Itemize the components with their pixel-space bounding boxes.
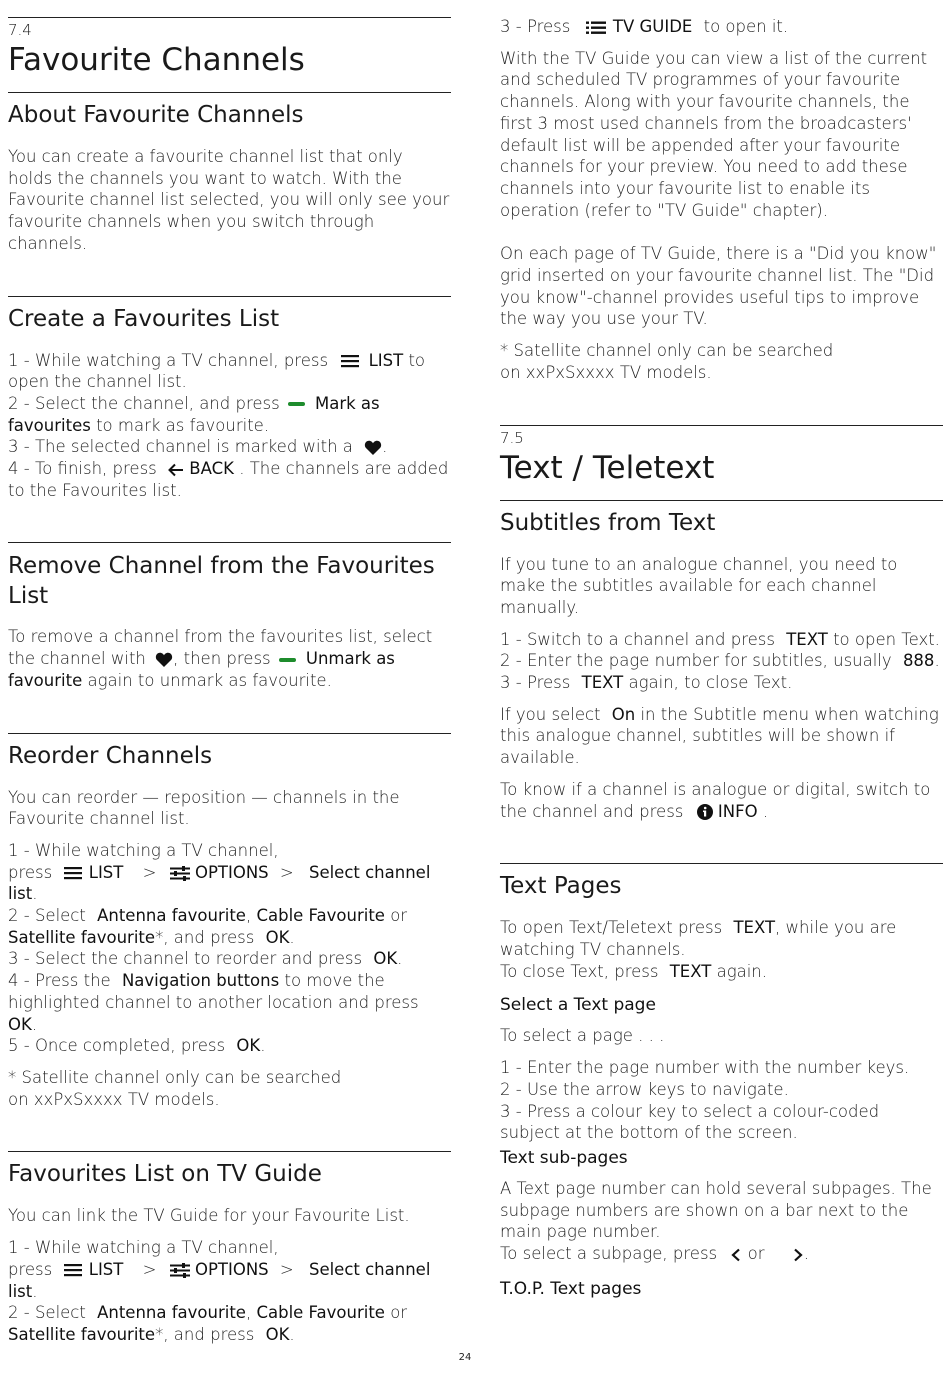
divider	[500, 500, 943, 501]
create-step-4: 4 - To finish, press BACK . The channels are added to the Favourites list.	[8, 459, 449, 500]
guide-step-2: 2 - Select Antenna favourite, Cable Favourite or Satellite favourite*, and press OK.	[8, 1303, 408, 1344]
divider	[8, 733, 451, 734]
heart-icon	[155, 652, 173, 667]
divider	[8, 1151, 451, 1152]
select-page-step-1: 1 - Enter the page number with the number keys.	[500, 1058, 910, 1078]
list-icon	[64, 866, 82, 880]
guide-paragraph-2: On each page of TV Guide, there is a "Did you know" grid inserted on your favourite channel list. The "Did you know"-channel provides useful tips to improve the way you use your TV.	[500, 244, 937, 329]
select-page-intro: To select a page . . .	[500, 1026, 665, 1046]
chevron-left-icon	[730, 1248, 742, 1262]
about-text: You can create a favourite channel list that only holds the channels you want to watch. With the Favourite channel list selected, you will only see your favourite channels when you switch through channels.	[8, 147, 450, 253]
section-number-7-5: 7.5	[500, 428, 524, 447]
reorder-step-2: 2 - Select Antenna favourite, Cable Favourite or Satellite favourite*, and press OK.	[8, 906, 408, 947]
green-key-icon	[288, 402, 305, 406]
sub-pages-text: A Text page number can hold several subpages. The subpage numbers are shown on a bar next to the main page number. To select a subpage, press or .	[500, 1178, 932, 1264]
options-icon	[170, 1263, 190, 1278]
create-step-1: 1 - While watching a TV channel, press LIST to open the channel list.	[8, 350, 426, 392]
heading-top-text-pages: T.O.P. Text pages	[500, 1278, 642, 1299]
options-icon	[170, 866, 190, 881]
right-column	[500, 0, 943, 1300]
divider	[8, 17, 451, 18]
chevron-right-icon	[792, 1248, 804, 1262]
subtitles-info-text: To know if a channel is analogue or digital, switch to the channel and press INFO .	[500, 779, 931, 821]
page-number: 24	[458, 1352, 472, 1363]
divider	[500, 863, 943, 864]
create-step-3: 3 - The selected channel is marked with a .	[8, 437, 388, 457]
divider	[8, 542, 451, 543]
reorder-step-4: 4 - Press the Navigation buttons to move the highlighted channel to another location and press OK.	[8, 971, 419, 1034]
left-column	[8, 0, 451, 1346]
heading-favourites-on-tv-guide: Favourites List on TV Guide	[8, 1161, 322, 1188]
reorder-intro: You can reorder — reposition — channels in the Favourite channel list.	[8, 787, 400, 829]
chapter-title-text-teletext: Text / Teletext	[500, 449, 715, 486]
heart-icon	[364, 440, 382, 455]
heading-text-sub-pages: Text sub-pages	[500, 1147, 628, 1168]
list-icon	[341, 354, 359, 368]
reorder-step-5: 5 - Once completed, press OK.	[8, 1036, 266, 1056]
subtitles-intro: If you tune to an analogue channel, you need to make the subtitles available for each channel manually.	[500, 554, 898, 617]
subtitles-on-text: If you select On in the Subtitle menu when watching this analogue channel, subtitles will be shown if available.	[500, 704, 939, 768]
guide-note: * Satellite channel only can be searched on xxPxSxxxx TV models.	[500, 341, 834, 382]
guide-step-3: 3 - Press TV GUIDE to open it.	[500, 17, 789, 36]
remove-text: To remove a channel from the favourites list, select the channel with , then press Unmark as favourite again to unmark as favourite.	[8, 627, 433, 690]
tv-guide-icon	[586, 21, 606, 35]
info-icon	[697, 804, 713, 820]
reorder-step-3: 3 - Select the channel to reorder and press OK.	[8, 949, 403, 969]
heading-remove-channel: Remove Channel from the Favourites List	[8, 553, 435, 610]
guide-step-1: 1 - While watching a TV channel, press LIST > OPTIONS > Select channel list.	[8, 1238, 431, 1301]
heading-subtitles-from-text: Subtitles from Text	[500, 509, 716, 536]
reorder-step-1: 1 - While watching a TV channel, press LIST > OPTIONS > Select channel list.	[8, 840, 431, 904]
divider	[500, 425, 943, 426]
reorder-note: * Satellite channel only can be searched on xxPxSxxxx TV models.	[8, 1067, 342, 1109]
back-arrow-icon	[168, 463, 184, 477]
heading-create-favourites-list: Create a Favourites List	[8, 305, 280, 332]
guide-intro: You can link the TV Guide for your Favourite List.	[8, 1206, 410, 1226]
heading-select-text-page: Select a Text page	[500, 995, 656, 1016]
subtitles-step-2: 2 - Enter the page number for subtitles, usually 888.	[500, 651, 940, 671]
green-key-icon	[279, 658, 296, 662]
subtitles-step-3: 3 - Press TEXT again, to close Text.	[500, 673, 793, 693]
heading-text-pages: Text Pages	[500, 873, 622, 900]
select-page-step-2: 2 - Use the arrow keys to navigate.	[500, 1079, 789, 1099]
create-step-2: 2 - Select the channel, and press Mark as favourites to mark as favourite.	[8, 393, 380, 435]
heading-reorder-channels: Reorder Channels	[8, 742, 213, 769]
select-page-step-3: 3 - Press a colour key to select a colour-coded subject at the bottom of the screen.	[500, 1101, 880, 1143]
list-icon	[64, 1263, 82, 1277]
chapter-title-favourite-channels: Favourite Channels	[8, 42, 305, 78]
divider	[8, 92, 451, 93]
guide-paragraph-1: With the TV Guide you can view a list of the current and scheduled TV programmes of your favourite channels. Along with your favourite channels, the first 3 most used channels from the broadcasters' default list will be appended after your favourite channels for your preview. You need to add these channels into your favourite list to enable its operation (refer to "TV Guide" chapter).	[500, 48, 928, 220]
subtitles-step-1: 1 - Switch to a channel and press TEXT to open Text.	[500, 629, 940, 649]
divider	[8, 296, 451, 297]
text-pages-open-close: To open Text/Teletext press TEXT, while you are watching TV channels. To close Text, press TEXT again.	[500, 918, 897, 981]
section-number-7-4: 7.4	[8, 21, 32, 39]
heading-about-favourite-channels: About Favourite Channels	[8, 102, 304, 128]
